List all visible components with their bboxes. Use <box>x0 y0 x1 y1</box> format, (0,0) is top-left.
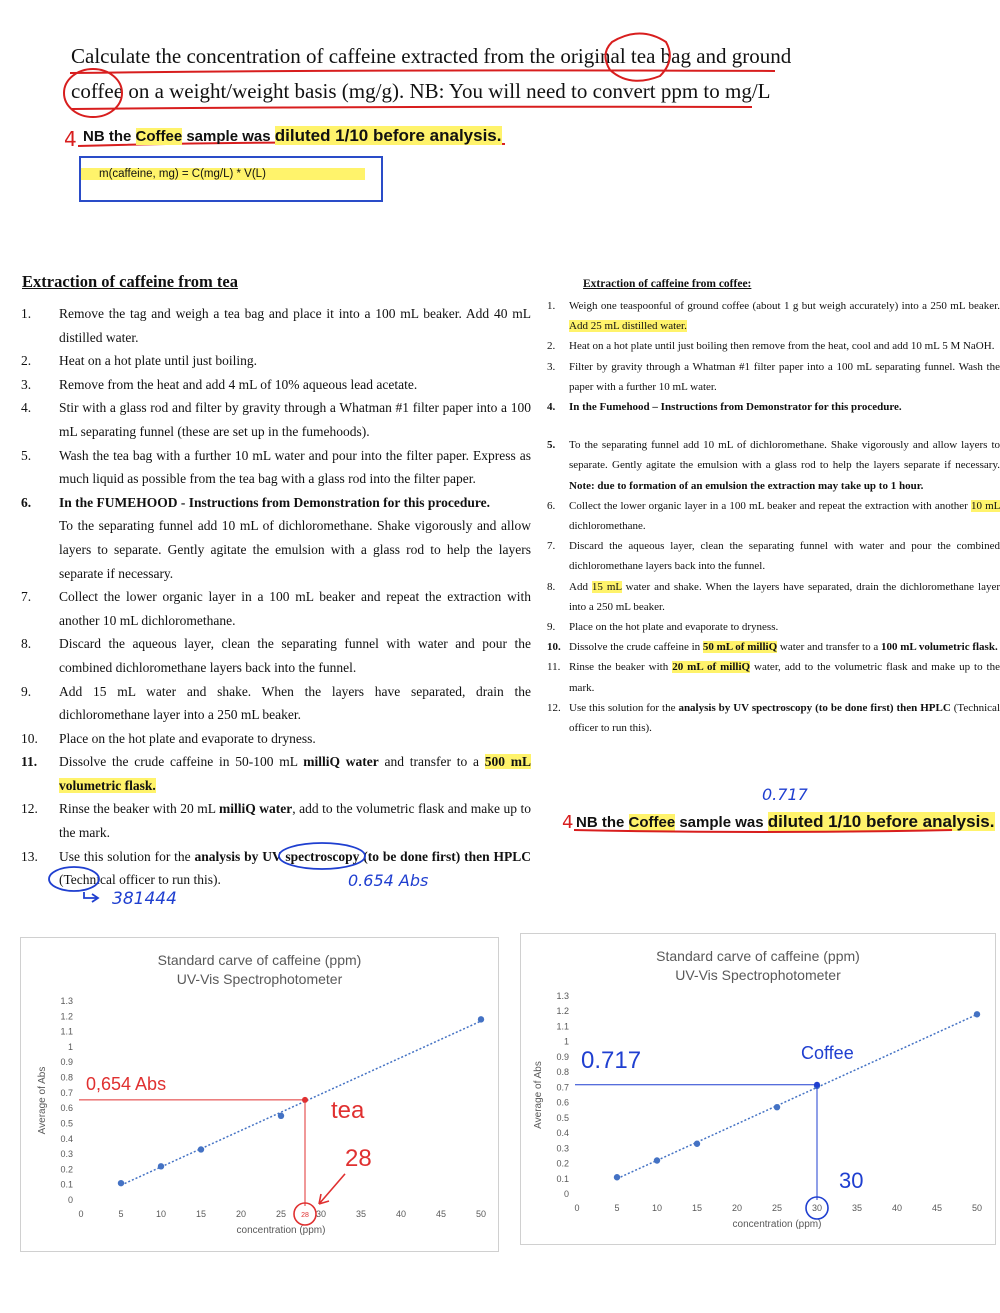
tea-step-5: 5. Wash the tea bag with a further 10 mL water and pour into the filter paper. Express as much liquid as possible from the tea bag with a glass rod into the filter paper. <box>21 447 531 487</box>
tea-step-10: 10. Place on the hot plate and evaporate to dryness. <box>21 730 316 746</box>
tea-chart-svg <box>21 938 498 1251</box>
underline-1 <box>70 70 775 73</box>
tea-step-6: 6. In the FUMEHOOD - Instructions from Demonstration for this procedure. To the separating funnel add 10 mL of dichloromethane. Shake vigorously and allow layers to separate. Gently agitate the emulsion with a glass rod to help the layers separate if necessary. <box>21 494 531 581</box>
y-tick-label: 0.6 <box>60 1103 73 1114</box>
y-tick-label: 0.1 <box>60 1179 73 1190</box>
hand-coffee-abs: 0.717 <box>762 785 808 804</box>
y-tick-label: 0.3 <box>60 1149 73 1160</box>
data-point <box>614 1174 620 1180</box>
coffee-standard-curve-chart <box>520 933 996 1245</box>
underline-2 <box>72 107 752 109</box>
y-tick-label: 0.9 <box>556 1051 569 1062</box>
annotation-point <box>302 1097 308 1103</box>
y-tick-label: 0.6 <box>556 1097 569 1108</box>
hand-code: 381444 <box>112 889 177 909</box>
y-tick-label: 1.3 <box>556 991 569 1001</box>
annotation-value: 30 <box>839 1168 864 1193</box>
x-axis-label: concentration (ppm) <box>236 1225 326 1236</box>
nb-note-bottom: NB the Coffee sample was diluted 1/10 before analysis. <box>576 812 995 831</box>
y-tick-label: 1.2 <box>556 1006 569 1017</box>
tea-step-11: 11. Dissolve the crude caffeine in 50-100 mL milliQ water and transfer to a 500 mL volumetric flask. <box>21 754 532 793</box>
y-tick-label: 0.8 <box>60 1072 73 1083</box>
tea-heading: Extraction of caffeine from tea <box>22 272 238 291</box>
coffee-step-11: 11. Rinse the beaker with 20 mL of milliQ water, add to the volumetric flask and make up to the mark. <box>547 661 1000 694</box>
data-point <box>654 1157 660 1163</box>
y-tick-label: 1 <box>67 1041 73 1052</box>
x-tick-label: 30 <box>315 1209 327 1219</box>
data-point <box>158 1163 164 1169</box>
y-tick-label: 0.2 <box>556 1158 569 1169</box>
tea-step-13: 13. Use this solution for the analysis by UV spectroscopy (to be done first) then HPLC (Technical officer to run this). <box>21 848 531 888</box>
coffee-step-2: 2. Heat on a hot plate until just boiling then remove from the heat, cool and add 10 mL 5 M NaOH. <box>547 340 995 353</box>
y-tick-label: 0.1 <box>556 1173 569 1184</box>
circle-tea-bag <box>605 34 669 81</box>
x-tick-label: 50 <box>971 1203 983 1213</box>
tea-steps <box>21 302 532 892</box>
tea-step13-annotations <box>0 830 540 920</box>
y-axis-label: Average of Abs <box>533 1061 544 1129</box>
coffee-step-9: 9. Place on the hot plate and evaporate to dryness. <box>547 621 779 634</box>
y-tick-label: 0.8 <box>556 1067 569 1078</box>
data-point <box>478 1016 484 1022</box>
y-tick-label: 0.7 <box>556 1082 569 1093</box>
coffee-step-1: 1. Weigh one teaspoonful of ground coffee (about 1 g but weigh accurately) into a 250 mL beaker. Add 25 mL distilled water. <box>547 300 1000 333</box>
annotation-arrow <box>319 1174 345 1204</box>
coffee-steps <box>547 296 1000 738</box>
x-tick-label: 0 <box>78 1209 84 1219</box>
tea-step-4: 4. Stir with a glass rod and filter by gravity through a Whatman #1 filter paper into a 100 mL separating funnel (these are set up in the fumehoods). <box>21 400 531 439</box>
y-tick-label: 0.7 <box>60 1087 73 1098</box>
x-tick-label: 35 <box>851 1203 863 1213</box>
y-tick-label: 0.5 <box>60 1118 73 1129</box>
y-tick-label: 0.9 <box>60 1057 73 1068</box>
coffee-step-5: 5. To the separating funnel add 10 mL of dichloromethane. Shake vigorously and allow layers to separate. Gently agitate the emulsion with a glass rod to help the layers separate if necessary. Note: due to formation of an emulsion the extraction may take up to 1 hour. <box>547 439 1000 492</box>
hand-tea-abs: 0.654 Abs <box>348 871 429 890</box>
tea-step-2: 2. Heat on a hot plate until just boiling. <box>21 353 257 369</box>
circle-uv-spectroscopy <box>279 843 365 869</box>
chart-title: Standard carve of caffeine (ppm) <box>157 952 362 968</box>
coffee-chart-svg <box>521 934 995 1244</box>
hand-mark-4: 4 <box>64 127 77 151</box>
tea-step-9: 9. Add 15 mL water and shake. When the layers have separated, drain the dichloromethane layer into a 250 mL beaker. <box>21 683 531 723</box>
annotation-label: tea <box>331 1096 365 1124</box>
y-tick-label: 0.5 <box>556 1112 569 1123</box>
annotation-label: Coffee <box>801 1042 854 1063</box>
x-tick-label: 40 <box>891 1203 903 1213</box>
y-tick-label: 0.3 <box>556 1143 569 1154</box>
question-line-1: Calculate the concentration of caffeine extracted from the original tea bag and ground <box>71 44 792 68</box>
tea-step-7: 7. Collect the lower organic layer in a 100 mL beaker and repeat the extraction with another 10 mL dichloromethane. <box>21 589 531 628</box>
x-axis-label: concentration (ppm) <box>732 1219 822 1230</box>
data-point <box>774 1104 780 1110</box>
data-point <box>198 1146 204 1152</box>
y-tick-label: 0.2 <box>60 1164 73 1175</box>
annotation-abs-text: 0.717 <box>581 1046 642 1074</box>
y-tick-label: 0 <box>563 1189 569 1199</box>
formula-text: m(caffeine, mg) = C(mg/L) * V(L) <box>81 168 365 180</box>
x-tick-label: 5 <box>614 1203 620 1213</box>
y-tick-label: 1.1 <box>556 1021 569 1032</box>
y-tick-label: 1 <box>563 1036 569 1047</box>
annotation-abs-text: 0,654 Abs <box>86 1073 167 1094</box>
annotation-value: 28 <box>345 1144 372 1172</box>
tea-standard-curve-chart <box>20 937 499 1252</box>
x-tick-label: 50 <box>475 1209 487 1219</box>
coffee-step-12: 12. Use this solution for the analysis by UV spectroscopy (to be done first) then HPLC (Technical officer to run this). <box>547 701 1000 735</box>
coffee-step-7: 7. Discard the aqueous layer, clean the separating funnel with water and pour the combined dichloromethane layers back into the funnel. <box>547 540 1000 573</box>
chart-title: Standard carve of caffeine (ppm) <box>656 948 860 964</box>
svg-text:4: 4 <box>562 812 574 833</box>
chart-subtitle: UV-Vis Spectrophotometer <box>176 971 343 987</box>
coffee-step-4: 4. In the Fumehood – Instructions from Demonstrator for this procedure. <box>547 401 902 414</box>
y-tick-label: 0 <box>67 1195 73 1205</box>
x-tick-label: 5 <box>118 1209 124 1219</box>
coffee-step-8: 8. Add 15 mL water and shake. When the layers have separated, drain the dichloromethane layer into a 250 mL beaker. <box>547 580 1000 613</box>
y-tick-label: 1.3 <box>60 996 73 1006</box>
nb-bottom-annotations <box>560 808 1000 838</box>
x-tick-label: 25 <box>771 1203 783 1213</box>
formula-box <box>79 156 383 202</box>
coffee-step-3: 3. Filter by gravity through a Whatman #1 filter paper into a 100 mL separating funnel. Wash the paper with a further 10 mL water. <box>547 360 1000 393</box>
annotation-point <box>814 1082 820 1088</box>
y-tick-label: 1.2 <box>60 1011 73 1022</box>
x-tick-label: 20 <box>731 1203 743 1213</box>
data-point <box>278 1113 284 1119</box>
data-point <box>694 1141 700 1147</box>
x-tick-label: 15 <box>195 1209 207 1219</box>
x-tick-label: 10 <box>155 1209 167 1219</box>
x-tick-label: 45 <box>931 1203 943 1213</box>
annotation-mark: 28 <box>301 1212 309 1219</box>
x-tick-label: 10 <box>651 1203 663 1213</box>
x-tick-label: 20 <box>235 1209 247 1219</box>
x-tick-label: 25 <box>275 1209 287 1219</box>
y-axis-label: Average of Abs <box>37 1066 48 1135</box>
y-tick-label: 0.4 <box>60 1133 73 1144</box>
x-tick-label: 40 <box>395 1209 407 1219</box>
x-tick-label: 45 <box>435 1209 447 1219</box>
tea-step-8: 8. Discard the aqueous layer, clean the separating funnel with water and pour the combined dichloromethane layers back into the funnel. <box>21 636 531 675</box>
data-point <box>118 1180 124 1186</box>
tea-step-1: 1. Remove the tag and weigh a tea bag and place it into a 100 mL beaker. Add 40 mL distilled water. <box>21 306 531 345</box>
circle-hplc <box>49 867 99 891</box>
tea-step-3: 3. Remove from the heat and add 4 mL of 10% aqueous lead acetate. <box>21 376 418 392</box>
trendline <box>121 1021 481 1185</box>
coffee-heading: Extraction of caffeine from coffee: <box>583 278 752 290</box>
nb-note-top: NB the Coffee sample was diluted 1/10 before analysis. <box>83 126 502 145</box>
x-tick-label: 35 <box>355 1209 367 1219</box>
chart-subtitle: UV-Vis Spectrophotometer <box>675 967 841 983</box>
coffee-step-10: 10. Dissolve the crude caffeine in 50 mL of milliQ water and transfer to a 100 mL volumetric flask. <box>547 641 998 654</box>
question-line-2: coffee on a weight/weight basis (mg/g). NB: You will need to convert ppm to mg/L <box>71 79 771 103</box>
data-point <box>974 1011 980 1017</box>
x-tick-label: 30 <box>811 1203 823 1213</box>
x-tick-label: 0 <box>574 1203 580 1213</box>
x-tick-label: 15 <box>691 1203 703 1213</box>
trendline <box>617 1014 977 1178</box>
tea-step-12: 12. Rinse the beaker with 20 mL milliQ water, add to the volumetric flask and make up to the mark. <box>21 801 532 841</box>
coffee-step-6: 6. Collect the lower organic layer in a 100 mL beaker and repeat the extraction with another 10 mL dichloromethane. <box>547 499 1000 533</box>
y-tick-label: 0.4 <box>556 1128 569 1139</box>
y-tick-label: 1.1 <box>60 1026 73 1037</box>
